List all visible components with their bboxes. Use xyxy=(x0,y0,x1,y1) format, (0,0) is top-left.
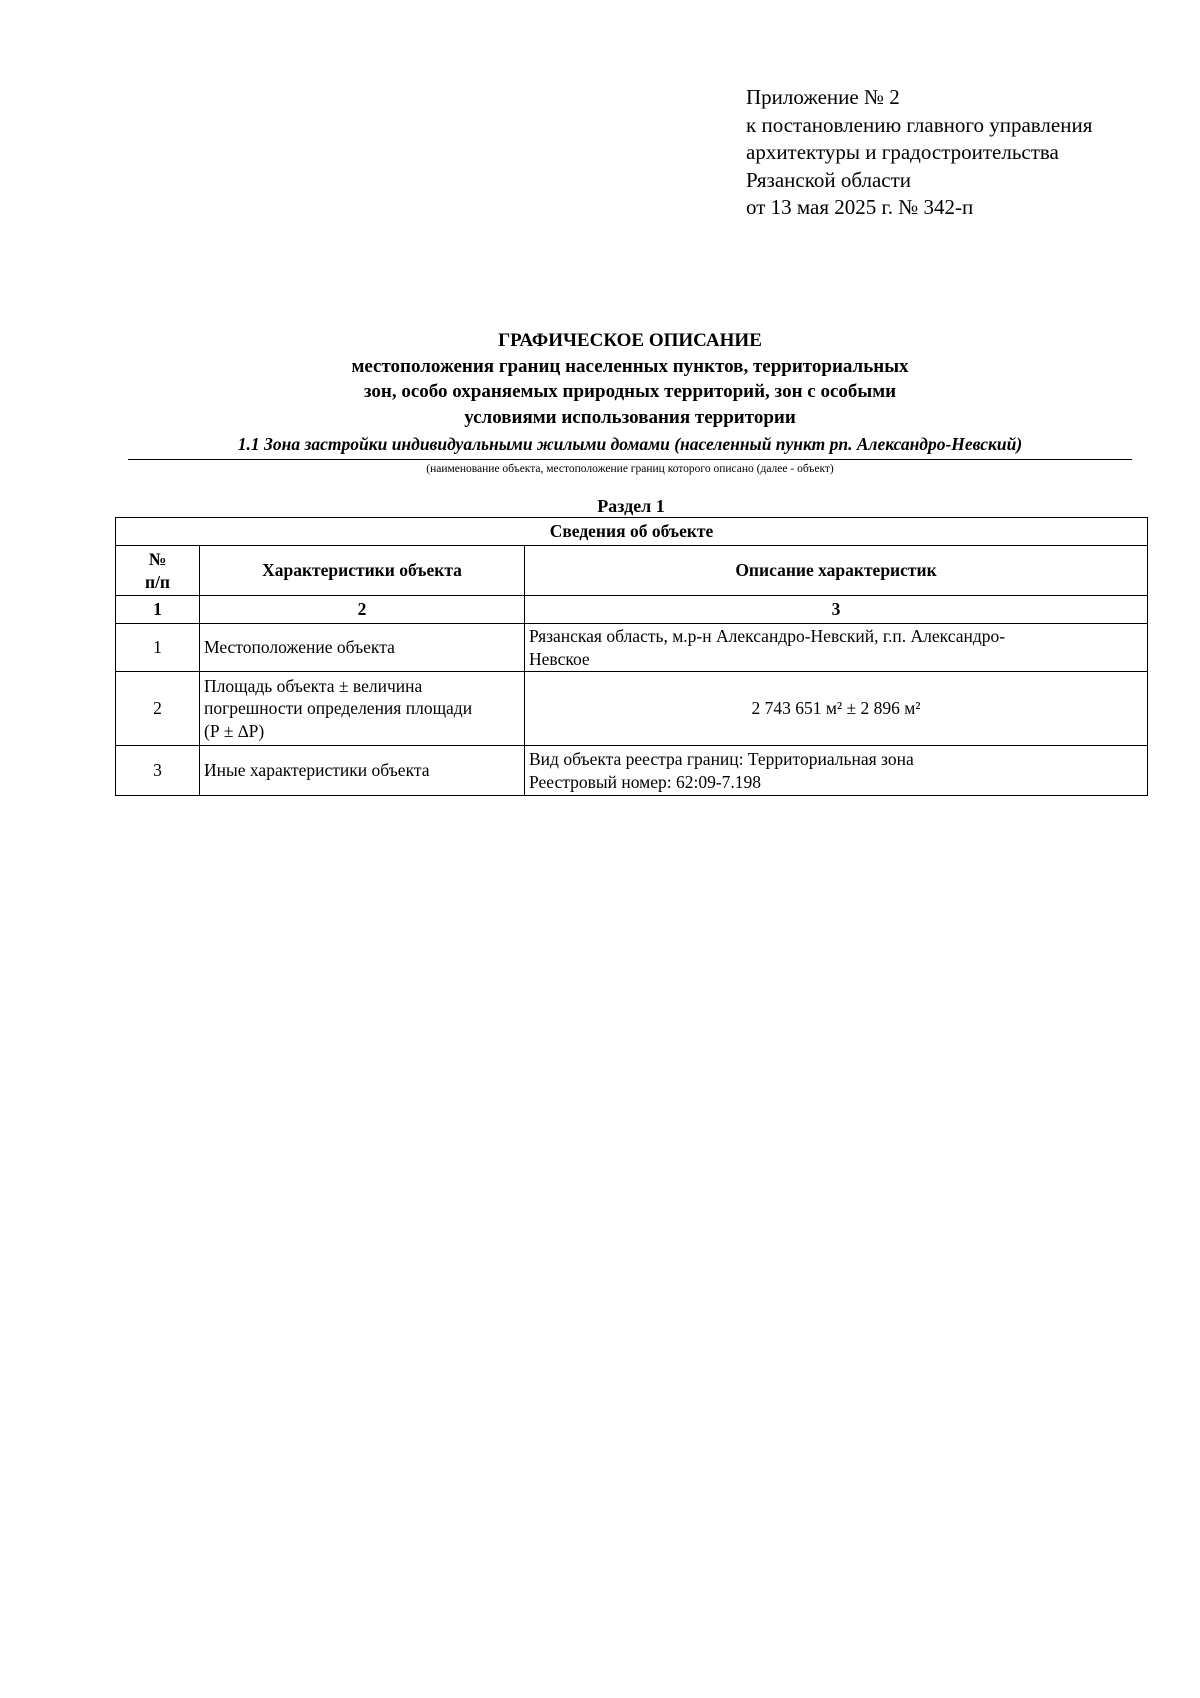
document-title xyxy=(120,328,1140,430)
column-number-2: 2 xyxy=(200,596,525,624)
row-description-line: Невское xyxy=(529,648,590,669)
appendix-date-line: от 13 мая 2025 г. № 342-п xyxy=(746,195,974,219)
object-info-table xyxy=(115,517,1148,796)
column-number-1: 1 xyxy=(116,596,200,624)
table-row xyxy=(116,672,1148,746)
title-sub-line-1: местоположения границ населенных пунктов, территориальных xyxy=(351,355,909,377)
header-number xyxy=(116,546,200,596)
row-description-line: Рязанская область, м.р-н Александро-Невский, г.п. Александро- xyxy=(529,626,1006,646)
object-name-underline xyxy=(128,459,1132,460)
row-description-line: Реестровый номер: 62:09-7.198 xyxy=(529,771,762,792)
appendix-header xyxy=(746,84,1186,222)
object-name-note: (наименование объекта, местоположение границ которого описано (далее - объект) xyxy=(426,463,834,475)
section-title: Раздел 1 xyxy=(597,496,665,516)
row-number: 2 xyxy=(116,672,200,746)
header-description: Описание характеристик xyxy=(525,546,1148,596)
header-number-line-2: п/п xyxy=(144,571,171,592)
column-number-row xyxy=(116,596,1148,624)
title-main: ГРАФИЧЕСКОЕ ОПИСАНИЕ xyxy=(498,330,762,351)
row-characteristic-line: (Р ± ∆Р) xyxy=(204,720,265,741)
row-characteristic xyxy=(200,624,525,672)
column-number-3: 3 xyxy=(525,596,1148,624)
row-characteristic-line: Иные характеристики объекта xyxy=(204,760,430,781)
appendix-department-line: архитектуры и градостроительства xyxy=(746,140,1059,164)
row-characteristic-line: Площадь объекта ± величина xyxy=(204,675,423,696)
table-caption: Сведения об объекте xyxy=(116,518,1148,546)
row-number: 3 xyxy=(116,746,200,796)
row-description xyxy=(525,746,1148,796)
row-number: 1 xyxy=(116,624,200,672)
object-name: 1.1 Зона застройки индивидуальными жилыми домами (населенный пункт рп. Александро-Невский) xyxy=(237,434,1023,454)
row-description-line: Вид объекта реестра границ: Территориальная зона xyxy=(529,749,914,769)
row-characteristic xyxy=(200,746,525,796)
row-description xyxy=(525,672,1148,746)
row-characteristic xyxy=(200,672,525,746)
table-row xyxy=(116,624,1148,672)
row-description-line: 2 743 651 м² ± 2 896 м² xyxy=(751,698,921,719)
title-sub-line-2: зон, особо охраняемых природных территорий, зон с особыми xyxy=(363,381,897,402)
table-caption-row xyxy=(116,518,1148,546)
row-description xyxy=(525,624,1148,672)
appendix-region-line: Рязанской области xyxy=(746,167,912,192)
title-sub-line-3: условиями использования территории xyxy=(464,406,796,428)
row-characteristic-line: погрешности определения площади xyxy=(204,698,473,719)
appendix-resolution-line: к постановлению главного управления xyxy=(746,112,1093,137)
header-number-line-1: № xyxy=(148,549,167,569)
header-characteristics: Характеристики объекта xyxy=(200,546,525,596)
table-header-row xyxy=(116,546,1148,596)
table-row xyxy=(116,746,1148,796)
row-characteristic-line: Местоположение объекта xyxy=(204,637,395,658)
appendix-number: Приложение № 2 xyxy=(746,85,900,109)
